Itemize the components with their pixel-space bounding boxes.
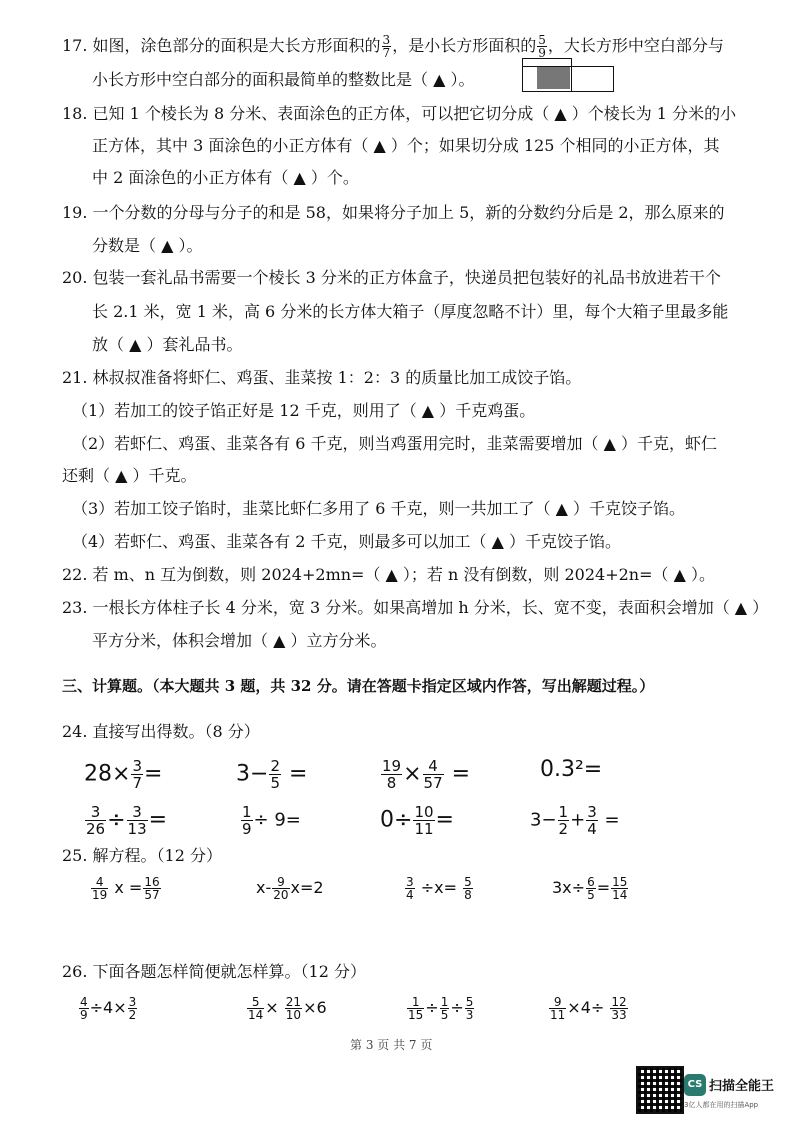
app-tagline: 3亿人都在用的扫描App (684, 1101, 759, 1109)
fraction: $\frac{15}{14}$ (612, 875, 628, 902)
q22-line1: 22. 若 m、n 互为倒数，则 2024+2mn=（ ▲ ）；若 n 没有倒数，则 2024+2n=（ ▲ ）。 (62, 565, 715, 584)
q26-expr1: $\frac{4}{9}$ ÷4× $\frac{3}{2}$ (80, 995, 137, 1022)
q24-expr3: $\frac{19}{8}$ × $\frac{4}{57}$ = (382, 757, 471, 792)
fraction: $\frac{2}{5}$ (270, 757, 280, 792)
q17-text-a: 17. 如图，涂色部分的面积是大长方形面积的 (62, 36, 381, 55)
q18-line2: 正方体，其中 3 面涂色的小正方体有（ ▲ ）个；如果切分成 125 个相同的小正方体，其 (92, 136, 720, 155)
fraction: $\frac{1}{15}$ (408, 995, 424, 1022)
fraction: $\frac{1}{9}$ (242, 803, 252, 838)
fraction: $\frac{5}{8}$ (464, 875, 472, 902)
fraction: $\frac{3}{7}$ (382, 33, 391, 60)
fraction: $\frac{5}{14}$ (248, 995, 264, 1022)
fraction: $\frac{16}{57}$ (144, 875, 160, 902)
q24-expr2: 3− $\frac{2}{5}$ = (236, 757, 308, 792)
fraction: $\frac{3}{4}$ (406, 875, 414, 902)
q17-text-b: ，是小长方形面积的 (392, 36, 537, 55)
q21-sub4: （4）若虾仁、鸡蛋、韭菜各有 2 千克，则最多可以加工（ ▲ ）千克饺子馅。 (72, 532, 622, 551)
q23-line1: 23. 一根长方体柱子长 4 分米，宽 3 分米。如果高增加 h 分米，长、宽不变，表面积会增加（ ▲ ） (62, 598, 769, 617)
fraction: $\frac{4}{57}$ (423, 757, 443, 792)
q26-expr4: $\frac{9}{11}$ ×4÷ $\frac{12}{33}$ (550, 995, 627, 1022)
q26-expr3: $\frac{1}{15}$ ÷ $\frac{1}{5}$ ÷ $\frac{5}{3}$ (408, 995, 474, 1022)
q24-title: 24. 直接写出得数。（8 分） (62, 722, 260, 741)
q17-line2: 小长方形中空白部分的面积最简单的整数比是（ ▲ ）。 (92, 70, 475, 89)
q18-line1: 18. 已知 1 个棱长为 8 分米、表面涂色的正方体，可以把它切分成（ ▲ ）个棱长为 1 分米的小 (62, 104, 737, 123)
fraction: $\frac{9}{20}$ (273, 875, 289, 902)
q24-expr6: $\frac{1}{9}$ ÷ 9= (242, 803, 301, 838)
q25-title: 25. 解方程。（12 分） (62, 846, 222, 865)
q20-line2: 长 2.1 米，宽 1 米，高 6 分米的长方体大箱子（厚度忽略不计）里，每个大箱子里最多能 (92, 302, 729, 321)
q25-eq2: x- $\frac{9}{20}$ x=2 (256, 875, 324, 902)
fraction: $\frac{4}{19}$ (92, 875, 108, 902)
fraction: $\frac{3}{2}$ (128, 995, 137, 1022)
fraction: $\frac{10}{11}$ (414, 803, 434, 838)
fraction: $\frac{1}{5}$ (440, 995, 449, 1022)
shaded-region (537, 67, 570, 89)
fraction: $\frac{12}{33}$ (611, 995, 627, 1022)
q19-line1: 19. 一个分数的分母与分子的和是 58，如果将分子加上 5，新的分数约分后是 2，那么原来的 (62, 203, 725, 222)
page-number: 第 3 页 共 7 页 (350, 1038, 433, 1052)
q21-sub3: （3）若加工饺子馅时，韭菜比虾仁多用了 6 千克，则一共加工了（ ▲ ）千克饺子馅。 (72, 499, 686, 518)
fraction: $\frac{5}{3}$ (465, 995, 474, 1022)
fraction: $\frac{6}{5}$ (587, 875, 595, 902)
q26-title: 26. 下面各题怎样简便就怎样算。（12 分） (62, 962, 366, 981)
fraction: $\frac{3}{13}$ (127, 803, 147, 838)
q25-eq3: $\frac{3}{4}$ ÷x= $\frac{5}{8}$ (406, 875, 472, 902)
app-name: 扫描全能王 (709, 1079, 775, 1094)
fraction: $\frac{5}{9}$ (538, 33, 546, 60)
q21-sub1: （1）若加工的饺子馅正好是 12 千克，则用了（ ▲ ）千克鸡蛋。 (72, 401, 536, 420)
q17-text-c: ，大长方形中空白部分与 (547, 36, 724, 55)
q25-eq1: $\frac{4}{19}$ x = $\frac{16}{57}$ (92, 875, 160, 902)
fraction: $\frac{4}{9}$ (80, 995, 88, 1022)
q24-expr7: 0÷ $\frac{10}{11}$ = (380, 803, 454, 838)
q21-sub2a: （2）若虾仁、鸡蛋、韭菜各有 6 千克，则当鸡蛋用完时，韭菜需要增加（ ▲ ）千克，虾仁 (72, 434, 718, 453)
q24-expr8: 3− $\frac{1}{2}$ + $\frac{3}{4}$ = (530, 803, 620, 838)
fraction: $\frac{1}{2}$ (558, 803, 569, 838)
q20-line3: 放（ ▲ ）套礼品书。 (92, 335, 243, 354)
q17-line1 (62, 34, 724, 59)
fraction: $\frac{3}{4}$ (587, 803, 597, 838)
q21-sub2b: 还剩（ ▲ ）千克。 (62, 466, 197, 485)
fraction: $\frac{9}{11}$ (550, 995, 566, 1022)
q24-expr5: $\frac{3}{26}$ ÷ $\frac{3}{13}$ = (86, 803, 168, 838)
fraction: $\frac{19}{8}$ (382, 757, 402, 792)
q24-expr4: 0.3²= (540, 757, 603, 782)
section3-title: 三、计算题。（本大题共 3 题，共 32 分。请在答题卡指定区域内作答，写出解题过程。） (62, 677, 655, 695)
q25-eq4: 3x÷ $\frac{6}{5}$ = $\frac{15}{14}$ (552, 875, 628, 902)
fraction: $\frac{21}{10}$ (285, 995, 302, 1022)
q19-line2: 分数是（ ▲ ）。 (92, 236, 203, 255)
q26-expr2: $\frac{5}{14}$ × $\frac{21}{10}$ ×6 (248, 995, 327, 1022)
fraction: $\frac{3}{7}$ (132, 757, 142, 792)
qr-code (636, 1066, 684, 1114)
q24-expr1: 28× $\frac{3}{7}$ = (84, 757, 163, 792)
fraction: $\frac{3}{26}$ (86, 803, 106, 838)
q18-line3: 中 2 面涂色的小正方体有（ ▲ ）个。 (92, 168, 359, 187)
q20-line1: 20. 包装一套礼品书需要一个棱长 3 分米的正方体盒子，快递员把包装好的礼品书放进若干个 (62, 268, 721, 287)
q21-line0: 21. 林叔叔准备将虾仁、鸡蛋、韭菜按 1：2：3 的质量比加工成饺子馅。 (62, 368, 582, 387)
q23-line2: 平方分米，体积会增加（ ▲ ）立方分米。 (92, 631, 387, 650)
camscanner-logo-icon: CS (684, 1074, 706, 1096)
